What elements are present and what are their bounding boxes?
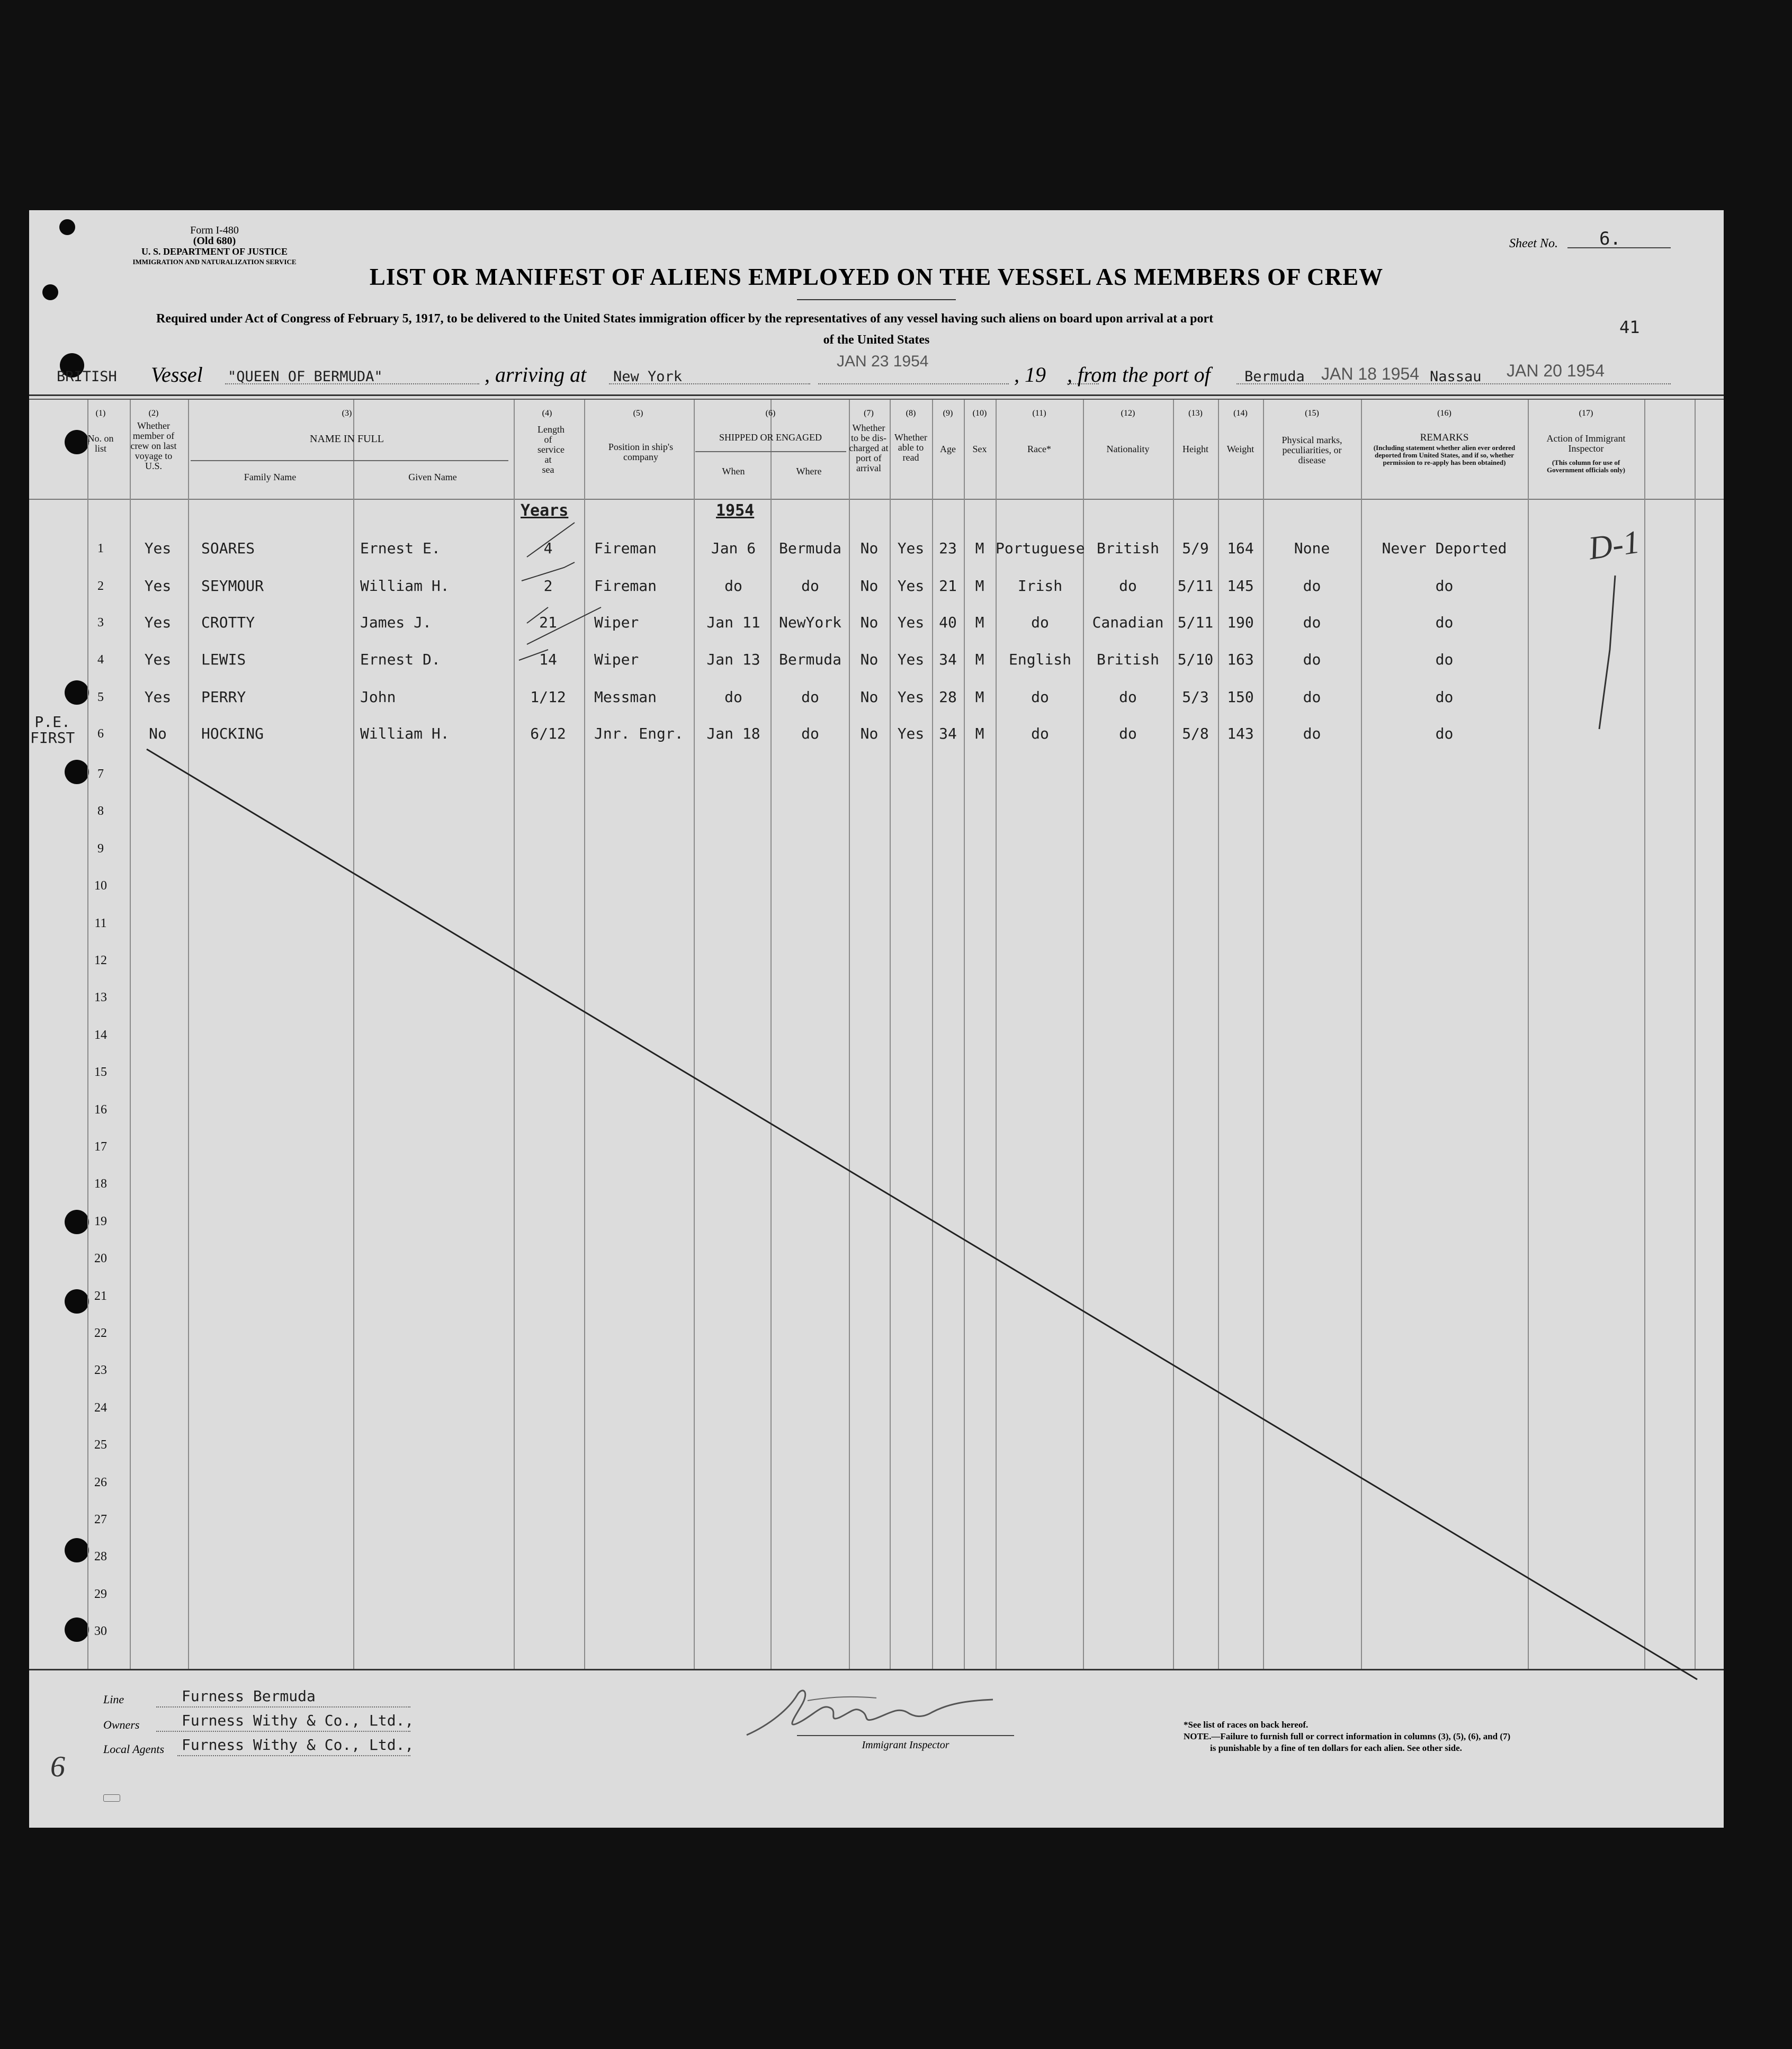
- shipped-when: Jan 6: [711, 540, 756, 557]
- row-number: 4: [97, 653, 104, 667]
- row-number: 25: [94, 1438, 107, 1452]
- given-name: James J.: [360, 614, 432, 631]
- remarks: do: [1435, 651, 1454, 668]
- remarks: do: [1435, 614, 1454, 631]
- row-number: 18: [94, 1177, 107, 1191]
- weight: 150: [1227, 688, 1254, 706]
- weight: 164: [1227, 540, 1254, 557]
- row-number: 14: [94, 1028, 107, 1042]
- col-5-number: (5): [633, 409, 643, 418]
- row-number: 19: [94, 1214, 107, 1228]
- col-3-family-label: Family Name: [244, 472, 297, 482]
- service-length: 6/12: [530, 725, 566, 742]
- departure-stamp-2: JAN 20 1954: [1507, 361, 1605, 380]
- row-number: 30: [94, 1624, 107, 1639]
- row-number: 2: [97, 579, 104, 593]
- nationality: do: [1119, 725, 1137, 742]
- physical-marks: do: [1303, 651, 1321, 668]
- to-be-discharged: No: [860, 651, 879, 668]
- sheet-number: 6.: [1599, 228, 1621, 249]
- row-number: 21: [94, 1289, 107, 1303]
- family-name: PERRY: [201, 688, 246, 706]
- col-3-given-label: Given Name: [408, 472, 457, 482]
- row-number: 8: [97, 804, 104, 819]
- inspector-bracket-line: [1594, 570, 1626, 740]
- from-label: , from the port of: [1067, 363, 1211, 387]
- departure-stamp-1: JAN 18 1954: [1321, 364, 1420, 383]
- given-name: Ernest E.: [360, 540, 441, 557]
- row-number: 11: [94, 916, 107, 930]
- footer-lines: [103, 1687, 474, 1777]
- row-number: 26: [94, 1475, 107, 1489]
- position: Wiper: [594, 614, 639, 631]
- race: Irish: [1017, 577, 1063, 595]
- inspector-signature: [739, 1679, 1035, 1743]
- service-length: 21: [539, 614, 557, 631]
- sex: M: [975, 725, 984, 742]
- col-10-number: (10): [972, 409, 987, 418]
- family-name: CROTTY: [201, 614, 255, 631]
- form-title: LIST OR MANIFEST OF ALIENS EMPLOYED ON THE VESSEL AS MEMBERS OF CREW: [369, 264, 1384, 290]
- inspector-mark: D-1: [1586, 524, 1642, 567]
- col-6-where-label: Where: [796, 466, 822, 477]
- prior-voyage: Yes: [144, 540, 172, 557]
- physical-marks: do: [1303, 614, 1321, 631]
- family-name: HOCKING: [201, 725, 264, 742]
- vessel-label: Vessel: [151, 363, 203, 387]
- given-name: Ernest D.: [360, 651, 441, 668]
- age: 28: [939, 688, 957, 706]
- col-9-label: Age: [940, 444, 956, 454]
- nationality: do: [1119, 688, 1137, 706]
- sex: M: [975, 540, 984, 557]
- race: do: [1031, 688, 1049, 706]
- to-be-discharged: No: [860, 725, 879, 742]
- form-subtitle-1: Required under Act of Congress of February 5, 1917, to be delivered to the United States immigration officer by the representatives of any vessel having such aliens on board upon arrival at a port: [156, 312, 1214, 326]
- col-17-note: (This column for use of Government officials only): [1546, 459, 1626, 474]
- col-2-number: (2): [148, 409, 159, 418]
- shipped-where: NewYork: [778, 614, 841, 631]
- race: do: [1031, 725, 1049, 742]
- col-13-label: Height: [1182, 444, 1208, 454]
- sex: M: [975, 688, 984, 706]
- row-number: 3: [97, 616, 104, 630]
- col-6-label: SHIPPED OR ENGAGED: [719, 432, 822, 443]
- row-number: 27: [94, 1513, 107, 1526]
- pe-first-line-1: P.E.: [34, 713, 70, 731]
- age: 21: [939, 577, 957, 595]
- able-to-read: Yes: [897, 577, 925, 595]
- col-14-label: Weight: [1226, 444, 1255, 454]
- physical-marks: None: [1294, 540, 1330, 557]
- position: Fireman: [594, 577, 657, 595]
- shipped-when: Jan 18: [706, 725, 760, 742]
- row-number: 17: [94, 1140, 107, 1154]
- line-rule: [156, 1706, 410, 1708]
- nationality: Canadian: [1092, 614, 1164, 631]
- owners-label: Owners: [103, 1718, 140, 1731]
- col-16-number: (16): [1437, 409, 1451, 418]
- prior-voyage: No: [149, 725, 167, 742]
- family-name: SEYMOUR: [201, 577, 264, 595]
- departure-port-1: Bermuda: [1244, 369, 1305, 385]
- row-number: 23: [94, 1363, 107, 1378]
- pe-first-note: [30, 714, 75, 746]
- to-be-discharged: No: [860, 688, 879, 706]
- family-name: SOARES: [201, 540, 255, 557]
- row-number: 28: [94, 1550, 107, 1564]
- to-be-discharged: No: [860, 577, 879, 595]
- remarks: do: [1435, 577, 1454, 595]
- sex: M: [975, 614, 984, 631]
- col-3-number: (3): [342, 409, 352, 418]
- row-number: 12: [94, 954, 107, 967]
- col-2-label: Whether member of crew on last voyage to U.S.: [130, 420, 177, 471]
- agents-label: Local Agents: [103, 1742, 165, 1756]
- sex: M: [975, 651, 984, 668]
- height: 5/3: [1182, 688, 1209, 706]
- shipped-when: do: [724, 577, 742, 595]
- cancellation-line: [29, 210, 1724, 1828]
- position: Messman: [594, 688, 657, 706]
- arriving-label: , arriving at: [485, 363, 587, 387]
- row-number: 22: [94, 1326, 107, 1340]
- nationality: British: [1096, 540, 1159, 557]
- footer-notes: [1184, 1719, 1510, 1754]
- remarks: do: [1435, 725, 1454, 742]
- col-15-number: (15): [1305, 409, 1319, 418]
- physical-marks: do: [1303, 577, 1321, 595]
- col-1-number: (1): [95, 409, 106, 418]
- physical-marks: do: [1303, 688, 1321, 706]
- prior-voyage: Yes: [144, 651, 172, 668]
- weight: 163: [1227, 651, 1254, 668]
- col-16-label: REMARKS: [1420, 432, 1469, 443]
- departure-port-2: Nassau: [1430, 369, 1482, 385]
- able-to-read: Yes: [897, 688, 925, 706]
- arriving-port: New York: [613, 369, 683, 385]
- row-number: 15: [94, 1065, 107, 1080]
- weight: 143: [1227, 725, 1254, 742]
- vessel-name: "QUEEN OF BERMUDA": [228, 369, 383, 385]
- height: 5/11: [1177, 577, 1214, 595]
- footer-note-3: is punishable by a fine of ten dollars for each alien. See other side.: [1210, 1743, 1462, 1753]
- service-length: 14: [539, 651, 557, 668]
- row-number: 6: [97, 727, 104, 741]
- remarks: Never Deported: [1382, 540, 1507, 557]
- age: 34: [939, 651, 957, 668]
- nationality: British: [1096, 651, 1159, 668]
- row-number: 16: [94, 1102, 107, 1117]
- agents-rule: [177, 1755, 410, 1756]
- age: 34: [939, 725, 957, 742]
- inspector-rule: [797, 1735, 1014, 1736]
- department: U. S. DEPARTMENT OF JUSTICE: [141, 246, 288, 257]
- line-value: Furness Bermuda: [182, 1687, 316, 1705]
- shipped-where: Bermuda: [778, 540, 841, 557]
- service-length: 4: [543, 540, 553, 557]
- service: IMMIGRATION AND NATURALIZATION SERVICE: [132, 258, 297, 266]
- race: Portuguese: [996, 540, 1085, 557]
- row-number: 20: [94, 1252, 107, 1266]
- shipped-when: Jan 11: [706, 614, 760, 631]
- footer-note-2: NOTE.—Failure to furnish full or correct information in columns (3), (5), (6), and (7): [1184, 1731, 1511, 1741]
- able-to-read: Yes: [897, 614, 925, 631]
- vessel-flag: BRITISH: [57, 369, 117, 385]
- given-name: John: [360, 688, 396, 706]
- footer-note-1: *See list of races on back hereof.: [1184, 1720, 1309, 1730]
- manifest-sheet: [29, 210, 1724, 1828]
- given-name: William H.: [360, 577, 450, 595]
- shipped-where: do: [801, 688, 819, 706]
- weight: 190: [1227, 614, 1254, 631]
- owners-rule: [156, 1731, 410, 1732]
- row-number: 1: [97, 542, 104, 555]
- nationality: do: [1119, 577, 1137, 595]
- form-number: Form I-480: [190, 224, 239, 236]
- form-subtitle-2: of the United States: [823, 333, 930, 347]
- owners-value: Furness Withy & Co., Ltd.,: [182, 1712, 414, 1729]
- age: 23: [939, 540, 957, 557]
- row-number: 7: [97, 767, 104, 781]
- agents-value: Furness Withy & Co., Ltd.,: [182, 1736, 414, 1754]
- col-4-label: Length of service at sea: [537, 424, 565, 475]
- bottom-left-number: 6: [50, 1750, 65, 1783]
- col-3-label: NAME IN FULL: [310, 433, 384, 445]
- pe-first-line-2: FIRST: [30, 729, 75, 747]
- sheet-label: Sheet No.: [1509, 237, 1558, 250]
- race: English: [1008, 651, 1071, 668]
- inspector-label: Immigrant Inspector: [862, 1739, 949, 1751]
- col-12-number: (12): [1121, 409, 1135, 418]
- year-label: , 19: [1014, 363, 1046, 387]
- col-10-label: Sex: [972, 444, 987, 454]
- years-unit: Years: [521, 501, 569, 520]
- col-7-label: Whether to be dis-charged at port of arrival: [849, 423, 889, 473]
- col-6-when-label: When: [722, 466, 745, 477]
- col-17-label: Action of Immigrant Inspector: [1546, 433, 1626, 454]
- shipped-where: Bermuda: [778, 651, 841, 668]
- margin-number: 41: [1619, 317, 1640, 337]
- printer-mark: [103, 1794, 120, 1802]
- col-14-number: (14): [1233, 409, 1248, 418]
- row-number: 29: [94, 1587, 107, 1601]
- year-unit: 1954: [716, 501, 755, 520]
- arrival-stamp: JAN 23 1954: [837, 353, 929, 370]
- weight: 145: [1227, 577, 1254, 595]
- able-to-read: Yes: [897, 540, 925, 557]
- row-number: 10: [94, 879, 107, 893]
- form-old-number: (Old 680): [193, 235, 236, 247]
- shipped-where: do: [801, 577, 819, 595]
- col-16-note: (Including statement whether alien ever ordered deported from United States, and if so, whether permission to re-apply has been obtained): [1373, 444, 1516, 466]
- height: 5/11: [1177, 614, 1214, 631]
- to-be-discharged: No: [860, 614, 879, 631]
- age: 40: [939, 614, 957, 631]
- col-1-label: No. on list: [87, 433, 114, 454]
- prior-voyage: Yes: [144, 577, 172, 595]
- prior-voyage: Yes: [144, 688, 172, 706]
- service-length: 1/12: [530, 688, 566, 706]
- able-to-read: Yes: [897, 651, 925, 668]
- given-name: William H.: [360, 725, 450, 742]
- shipped-when: do: [724, 688, 742, 706]
- col-8-number: (8): [906, 409, 916, 418]
- col-11-number: (11): [1032, 409, 1046, 418]
- prior-voyage: Yes: [144, 614, 172, 631]
- col-8-label: Whether able to read: [894, 432, 927, 463]
- height: 5/9: [1182, 540, 1209, 557]
- col-7-number: (7): [864, 409, 874, 418]
- row-number: 24: [94, 1400, 107, 1415]
- col-9-number: (9): [943, 409, 953, 418]
- shipped-where: do: [801, 725, 819, 742]
- position: Wiper: [594, 651, 639, 668]
- race: do: [1031, 614, 1049, 631]
- col-13-number: (13): [1188, 409, 1203, 418]
- to-be-discharged: No: [860, 540, 879, 557]
- col-11-label: Race*: [1027, 444, 1051, 454]
- position: Fireman: [594, 540, 657, 557]
- col-6-number: (6): [765, 409, 776, 418]
- position: Jnr. Engr.: [594, 725, 684, 742]
- physical-marks: do: [1303, 725, 1321, 742]
- col-15-label: Physical marks, peculiarities, or disease: [1282, 435, 1342, 465]
- row-number: 9: [97, 841, 104, 856]
- col-4-number: (4): [542, 409, 552, 418]
- sex: M: [975, 577, 984, 595]
- height: 5/10: [1177, 651, 1214, 668]
- service-length: 2: [543, 577, 553, 595]
- family-name: LEWIS: [201, 651, 246, 668]
- line-label: Line: [103, 1693, 124, 1706]
- col-12-label: Nationality: [1106, 444, 1150, 454]
- col-5-label: Position in ship's company: [608, 442, 674, 462]
- able-to-read: Yes: [897, 725, 925, 742]
- row-number: 5: [97, 690, 104, 704]
- remarks: do: [1435, 688, 1454, 706]
- row-number: 13: [94, 991, 107, 1005]
- shipped-when: Jan 13: [706, 651, 760, 668]
- height: 5/8: [1182, 725, 1209, 742]
- col-17-number: (17): [1579, 409, 1593, 418]
